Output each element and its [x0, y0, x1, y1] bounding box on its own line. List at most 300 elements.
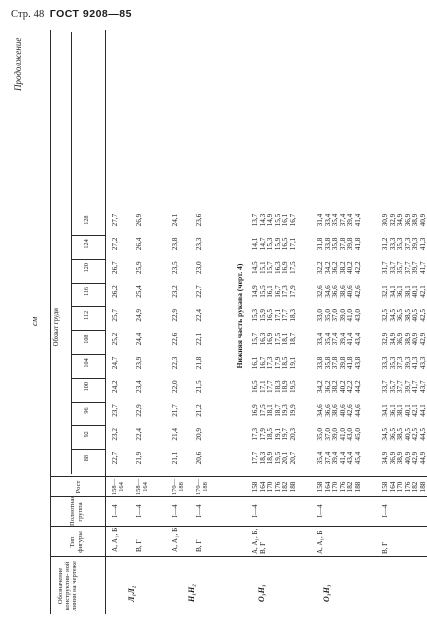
section-value: 38,9: [403, 332, 412, 346]
body-value: 25,9: [135, 261, 143, 274]
section-height: 176: [338, 481, 347, 493]
section-value: 18,3: [288, 309, 297, 322]
section-value: 43,8: [353, 356, 362, 370]
body-value: 23,2: [171, 285, 179, 298]
chest-size-header: 88: [83, 455, 90, 462]
section-value: 16,7: [273, 285, 282, 298]
section-value: 18,1: [266, 404, 274, 417]
section-value: 34,1: [381, 404, 389, 417]
section-value: 38,1: [396, 404, 404, 417]
page-header: [11, 8, 132, 20]
body-row-group: I—4: [195, 504, 203, 518]
section-value: 39,7: [403, 380, 412, 393]
section-value: 40,6: [338, 404, 347, 417]
section-value: 33,7: [388, 261, 397, 274]
section-value: 35,4: [323, 332, 332, 346]
section-value: 34,9: [396, 213, 404, 227]
section-value: 40,1: [411, 285, 419, 298]
section-height: 170: [396, 481, 404, 493]
section-value: 13,7: [251, 213, 259, 227]
body-value: 21,5: [195, 380, 203, 393]
section-value: 14,1: [251, 237, 259, 251]
section-value: 32,5: [381, 309, 389, 322]
section-value: 16,3: [273, 261, 282, 274]
chest-size-header: 96: [83, 407, 90, 414]
section-value: 38,6: [338, 285, 347, 298]
body-row-type: В, Г: [195, 539, 203, 552]
column-divider: [50, 526, 427, 527]
section-value: 36,1: [388, 404, 397, 417]
chest-subheader-rule: [71, 32, 72, 474]
body-value: 25,4: [135, 285, 143, 298]
chest-size-header: 124: [83, 239, 90, 249]
section-value: 43,0: [346, 428, 354, 441]
section-value: 35,0: [323, 309, 332, 322]
section-height: 176: [273, 481, 282, 493]
body-value: 24,1: [171, 213, 179, 227]
section-value: 37,3: [403, 237, 412, 251]
continuation-label: Продолжение: [13, 37, 23, 91]
section-value: 41,4: [353, 213, 362, 227]
chest-size-header: 128: [83, 215, 90, 225]
section-value: 15,5: [258, 285, 267, 298]
section-value: 17,7: [251, 451, 259, 465]
section-value: 37,7: [396, 380, 404, 393]
section-height: 182: [411, 481, 419, 493]
section-value: 40,9: [411, 332, 419, 346]
row-designation: О₃Н₃: [322, 584, 331, 602]
section-height: 170: [331, 481, 339, 493]
body-value: 26,2: [111, 285, 119, 298]
section-value: 19,5: [273, 451, 282, 465]
section-value: 15,9: [258, 309, 267, 322]
section-value: 14,7: [258, 237, 267, 251]
chest-size-header: 116: [83, 286, 90, 297]
chest-column-divider: [71, 426, 105, 427]
section-value: 19,7: [281, 428, 289, 441]
section-value: 39,8: [338, 356, 347, 370]
chest-size-header: 120: [83, 263, 90, 273]
body-value: 21,4: [171, 428, 179, 441]
section-value: 19,1: [288, 356, 297, 370]
section-value: 38,5: [403, 309, 412, 322]
chest-column-divider: [71, 402, 105, 403]
body-value: 23,8: [171, 237, 179, 251]
body-value: 23,3: [195, 237, 203, 251]
section-value: 42,5: [411, 428, 419, 441]
section-value: 38,2: [331, 380, 339, 393]
section-value: 43,4: [353, 332, 362, 346]
chest-column-divider: [71, 236, 105, 237]
section-value: 39,7: [411, 261, 419, 274]
section-value: 16,5: [281, 237, 289, 251]
body-value: 23,4: [135, 380, 143, 393]
section-title: Нижняя часть рукава (черт. 4): [235, 263, 244, 369]
section-value: 42,6: [353, 285, 362, 298]
section-value: 36,6: [331, 285, 339, 298]
body-value: 24,2: [111, 380, 119, 393]
section-value: 39,0: [331, 428, 339, 441]
section-value: 44,1: [418, 404, 427, 417]
section-value: 42,9: [411, 451, 419, 465]
chest-column-divider: [71, 307, 105, 308]
section-value: 41,0: [346, 309, 354, 322]
section-value: 32,9: [388, 213, 397, 227]
body-value: 22,7: [111, 451, 119, 465]
section-value: 40,6: [346, 285, 354, 298]
chest-size-header: 112: [83, 310, 90, 320]
body-row-height: 170—188: [195, 478, 209, 496]
page-prefix: Стр.: [11, 9, 31, 20]
section-value: 34,2: [316, 380, 324, 393]
section-value: 17,3: [281, 285, 289, 298]
section-value: 36,1: [396, 285, 404, 298]
section-value: 33,4: [323, 213, 332, 227]
section-group: I—4: [316, 504, 324, 518]
body-row-group: I—4: [111, 504, 119, 518]
section-value: 31,7: [381, 261, 389, 274]
section-height: 158: [381, 481, 389, 493]
section-value: 33,0: [316, 309, 324, 322]
chest-size-header: 100: [83, 382, 90, 392]
section-value: 14,9: [266, 213, 274, 227]
rotated-table-page: [13, 30, 427, 616]
section-value: 19,3: [281, 404, 289, 417]
section-value: 42,2: [346, 380, 354, 393]
section-value: 39,0: [338, 309, 347, 322]
section-value: 18,9: [281, 380, 289, 393]
section-value: 18,9: [266, 451, 274, 465]
section-value: 14,9: [251, 285, 259, 298]
body-value: 26,9: [135, 213, 143, 227]
section-value: 33,4: [316, 332, 324, 346]
column-divider: [50, 556, 427, 557]
body-value: 20,9: [195, 428, 203, 441]
section-height: 182: [346, 481, 354, 493]
section-value: 17,5: [273, 332, 282, 346]
body-row-group: I—4: [171, 504, 179, 518]
section-value: 16,5: [266, 309, 274, 322]
body-value: 23,5: [171, 261, 179, 274]
section-value: 35,3: [388, 356, 397, 370]
section-value: 17,5: [288, 261, 297, 274]
section-value: 18,5: [266, 428, 274, 441]
section-value: 16,3: [258, 332, 267, 346]
section-value: 33,7: [381, 380, 389, 393]
section-value: 16,7: [258, 356, 267, 370]
section-value: 33,3: [381, 356, 389, 370]
section-value: 17,1: [288, 237, 297, 251]
body-row-group: I—4: [135, 504, 143, 518]
body-value: 22,7: [195, 285, 203, 298]
section-value: 39,4: [331, 451, 339, 465]
section-value: 14,3: [258, 213, 267, 227]
section-value: 35,4: [316, 451, 324, 465]
chest-size-header: 104: [83, 358, 90, 368]
body-value: 23,2: [111, 428, 119, 441]
row-designation: Н₁Н₂: [187, 583, 196, 602]
section-value: 36,5: [396, 309, 404, 322]
section-value: 36,9: [396, 332, 404, 346]
section-value: 45,4: [353, 451, 362, 465]
section-value: 41,0: [338, 428, 347, 441]
section-value: 31,4: [316, 213, 324, 227]
section-value: 17,1: [273, 309, 282, 322]
section-value: 33,8: [323, 237, 332, 251]
body-value: 20,6: [195, 451, 203, 465]
section-value: 36,2: [331, 261, 339, 274]
section-type: В, Г: [381, 541, 389, 554]
section-value: 17,1: [258, 380, 267, 393]
page-number: 48: [33, 9, 45, 20]
section-value: 36,2: [323, 380, 332, 393]
section-group: I—4: [381, 504, 389, 518]
section-height: 188: [353, 481, 362, 493]
section-value: 38,5: [396, 428, 404, 441]
body-value: 22,9: [171, 309, 179, 322]
chest-column-divider: [71, 450, 105, 451]
unit-label: см: [29, 316, 39, 326]
section-value: 20,1: [281, 451, 289, 465]
section-value: 16,1: [281, 213, 289, 227]
section-value: 15,5: [273, 213, 282, 227]
section-value: 19,5: [288, 380, 297, 393]
section-value: 15,3: [266, 237, 274, 251]
body-value: 23,7: [111, 404, 119, 417]
section-height: 164: [323, 481, 332, 493]
section-value: 40,2: [346, 261, 354, 274]
body-row-type: А, А₁, Б: [171, 527, 179, 552]
section-value: 41,7: [411, 380, 419, 393]
body-value: 23,9: [135, 356, 143, 370]
section-value: 39,3: [403, 356, 412, 370]
body-value: 24,9: [135, 309, 143, 322]
body-value: 24,4: [135, 332, 143, 346]
section-value: 35,3: [396, 237, 404, 251]
section-value: 38,1: [403, 285, 412, 298]
section-value: 16,1: [251, 356, 259, 370]
section-value: 41,3: [418, 237, 427, 251]
section-value: 37,3: [396, 356, 404, 370]
section-value: 43,3: [418, 356, 427, 370]
section-value: 40,2: [338, 380, 347, 393]
section-value: 43,7: [418, 380, 427, 393]
chest-size-header: 92: [83, 431, 90, 438]
section-value: 45,0: [353, 428, 362, 441]
section-value: 16,1: [266, 285, 274, 298]
section-value: 39,4: [346, 213, 354, 227]
section-type: А, А₁, Б: [316, 530, 324, 554]
header-type: Тип фигуры: [69, 531, 84, 553]
chest-column-divider: [71, 283, 105, 284]
section-value: 42,1: [411, 404, 419, 417]
section-value: 35,4: [331, 213, 339, 227]
section-value: 40,5: [403, 428, 412, 441]
section-value: 37,4: [331, 332, 339, 346]
section-value: 42,6: [346, 404, 354, 417]
section-value: 37,8: [338, 237, 347, 251]
section-value: 32,2: [316, 261, 324, 274]
chest-column-divider: [71, 355, 105, 356]
section-value: 36,5: [388, 428, 397, 441]
section-value: 18,7: [288, 332, 297, 346]
section-value: 41,3: [411, 356, 419, 370]
section-value: 33,8: [316, 356, 324, 370]
section-value: 44,2: [353, 380, 362, 393]
chest-size-header: 108: [83, 334, 90, 344]
section-value: 41,4: [346, 332, 354, 346]
section-value: 34,2: [323, 261, 332, 274]
section-value: 42,5: [418, 309, 427, 322]
body-value: 23,6: [195, 213, 203, 227]
section-value: 30,9: [381, 213, 389, 227]
section-value: 35,8: [323, 356, 332, 370]
body-value: 27,2: [111, 237, 119, 251]
section-value: 40,9: [403, 451, 412, 465]
section-value: 39,4: [338, 332, 347, 346]
section-value: 15,7: [266, 261, 274, 274]
section-value: 34,6: [316, 404, 324, 417]
body-row-type: А, А₁, Б: [111, 527, 119, 552]
section-value: 39,8: [346, 237, 354, 251]
section-value: 40,1: [403, 404, 412, 417]
section-value: 42,1: [418, 285, 427, 298]
column-divider: [50, 476, 427, 477]
section-value: 33,3: [388, 237, 397, 251]
section-value: 34,1: [388, 285, 397, 298]
section-value: 41,4: [338, 451, 347, 465]
section-value: 44,5: [418, 428, 427, 441]
section-value: 42,2: [353, 261, 362, 274]
header-chest-girth: Обхват груди: [53, 308, 60, 347]
section-value: 43,4: [346, 451, 354, 465]
body-value: 26,7: [111, 261, 119, 274]
section-value: 38,6: [331, 404, 339, 417]
body-row-height: 170—188: [171, 478, 185, 496]
section-value: 17,9: [288, 285, 297, 298]
body-value: 24,7: [111, 356, 119, 370]
section-value: 37,4: [323, 451, 332, 465]
body-row-height: 158—164: [135, 478, 149, 496]
body-value: 22,4: [135, 428, 143, 441]
section-value: 43,0: [353, 309, 362, 322]
section-value: 18,3: [273, 380, 282, 393]
section-value: 17,7: [281, 309, 289, 322]
section-value: 41,8: [353, 237, 362, 251]
body-value: 25,7: [111, 309, 119, 322]
section-group: I—4: [251, 504, 259, 518]
section-value: 38,9: [396, 451, 404, 465]
section-value: 18,5: [281, 356, 289, 370]
section-value: 16,9: [251, 404, 259, 417]
section-value: 37,4: [338, 213, 347, 227]
section-value: 38,9: [411, 213, 419, 227]
header-height: Рост: [75, 480, 82, 494]
row-designation: Л₁Л₂: [127, 585, 136, 602]
section-value: 17,7: [266, 380, 274, 393]
section-height: 164: [258, 481, 267, 493]
section-value: 20,3: [288, 428, 297, 441]
header-designation: Обозначение конструктив- ной линии на чертеже: [57, 561, 78, 611]
section-value: 15,1: [258, 261, 267, 274]
section-value: 16,7: [288, 213, 297, 227]
section-value: 17,3: [251, 428, 259, 441]
section-value: 18,7: [273, 404, 282, 417]
body-value: 27,7: [111, 213, 119, 227]
section-value: 36,6: [323, 404, 332, 417]
section-value: 15,7: [251, 332, 259, 346]
body-value: 21,9: [135, 451, 143, 465]
section-value: 17,3: [266, 356, 274, 370]
body-value: 21,8: [195, 356, 203, 370]
section-value: 18,1: [281, 332, 289, 346]
section-value: 34,5: [381, 428, 389, 441]
section-value: 41,8: [346, 356, 354, 370]
body-value: 22,9: [135, 404, 143, 417]
section-value: 37,0: [323, 428, 332, 441]
section-height: 158: [316, 481, 324, 493]
section-value: 39,3: [411, 237, 419, 251]
section-height: 188: [418, 481, 427, 493]
section-value: 31,8: [316, 237, 324, 251]
section-value: 16,9: [281, 261, 289, 274]
section-value: 16,5: [251, 380, 259, 393]
section-height: 188: [288, 481, 297, 493]
section-value: 32,9: [381, 332, 389, 346]
section-value: 35,0: [316, 428, 324, 441]
body-value: 21,2: [195, 404, 203, 417]
section-height: 170: [266, 481, 274, 493]
body-value: 25,2: [111, 332, 119, 346]
body-value: 21,7: [171, 404, 179, 417]
section-value: 34,9: [381, 451, 389, 465]
section-type: А, А₁, Б, В, Г: [251, 528, 267, 554]
section-value: 17,9: [258, 428, 267, 441]
section-value: 34,9: [388, 332, 397, 346]
body-value: 22,4: [195, 309, 203, 322]
chest-column-divider: [71, 259, 105, 260]
body-value: 22,6: [171, 332, 179, 346]
section-value: 15,3: [251, 309, 259, 322]
section-value: 34,5: [388, 309, 397, 322]
section-value: 20,7: [288, 451, 297, 465]
section-height: 182: [281, 481, 289, 493]
section-height: 158: [251, 481, 259, 493]
section-value: 18,3: [258, 451, 267, 465]
section-value: 40,5: [411, 309, 419, 322]
section-value: 36,9: [403, 213, 412, 227]
section-value: 15,9: [273, 237, 282, 251]
section-height: 176: [403, 481, 412, 493]
body-value: 23,0: [195, 261, 203, 274]
header-growth-group: Полнотная группа: [69, 495, 84, 526]
section-value: 31,2: [381, 237, 389, 251]
body-value: 22,0: [171, 380, 179, 393]
section-value: 32,6: [316, 285, 324, 298]
section-value: 44,6: [353, 404, 362, 417]
section-value: 35,7: [388, 380, 397, 393]
section-value: 19,1: [273, 428, 282, 441]
section-value: 36,9: [388, 451, 397, 465]
section-value: 16,9: [266, 332, 274, 346]
section-value: 17,9: [273, 356, 282, 370]
section-value: 17,5: [258, 404, 267, 417]
section-value: 40,9: [418, 213, 427, 227]
section-value: 41,7: [418, 261, 427, 274]
section-value: 32,1: [381, 285, 389, 298]
standard-code: ГОСТ 9208—85: [49, 8, 132, 20]
section-value: 34,6: [323, 285, 332, 298]
